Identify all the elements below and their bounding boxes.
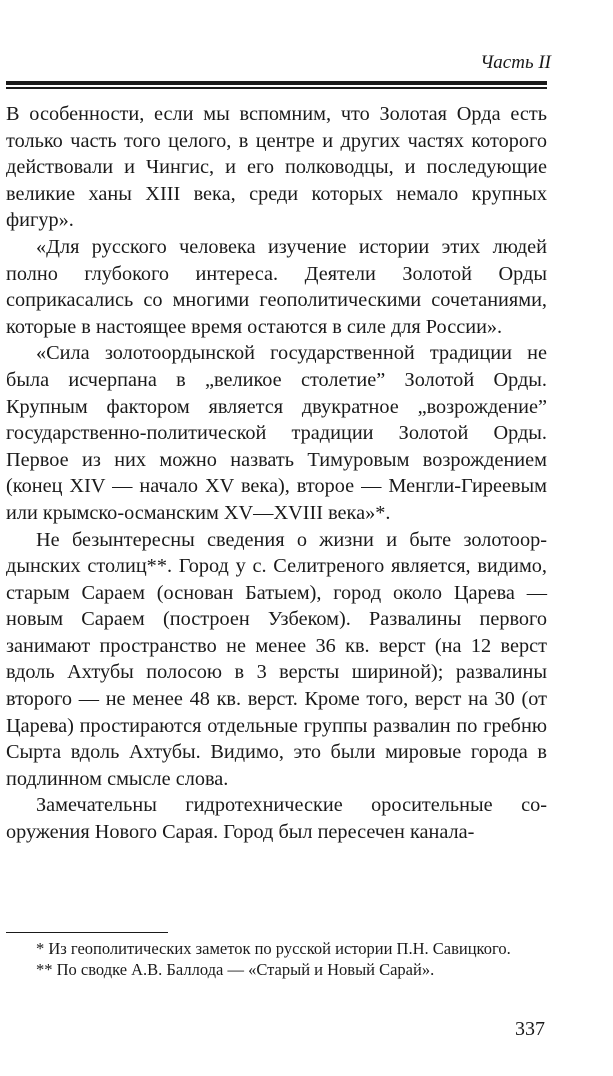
paragraph: «Для русского человека изучение истории этих людей полно глубокого интереса. Деятели Золотой Орды соприкасались со многими геополитическими сочетаниями, которые в настоящее время остаются в силе для России». (6, 235, 547, 338)
paragraph: «Сила золотоордынской государственной традиции не была исчерпана в „великое столетие” Золотой Орды. Крупным фактором является двукратное „возрождение” государственно-политической традиции Золотой Орды. Первое из них можно назвать Тимуровым возрождением (конец XIV — начало XV века), второе — Менгли-Гиреевым или крымско-османским XV—XVIII века»*. (6, 342, 547, 524)
paragraph: Не безынтересны сведения о жизни и быте золотоордынских столиц**. Город у с. Селитреного является, видимо, старым Сараем (основан Батыем), город около Царева — новым Сараем (построен Узбеком). Развалины первого занимают пространство не менее 36 кв. верст (на 12 верст вдоль Ахтубы полосою в 3 версты шириной); развалины второго — не менее 48 кв. верст. Кроме того, верст на 30 (от Царева) простираются отдельные группы развалин по гребню Сырта вдоль Ахтубы. Видимо, это были мировые города в подлинном смысле слова. (6, 528, 547, 790)
body-text (6, 101, 547, 846)
header-rule-thick (6, 81, 547, 85)
footnote: ** По сводке А.В. Баллода — «Старый и Новый Сарай». (36, 960, 435, 979)
footnote: * Из геополитических заметок по русской истории П.Н. Савицкого. (36, 939, 511, 958)
header-rule-thin (6, 87, 547, 89)
paragraph: Замечательны гидротехнические оросительные сооружения Нового Сарая. Город был пересечен канала- (6, 794, 547, 844)
paragraph: В особенности, если мы вспомним, что Золотая Орда есть только часть того целого, в центре и других частях которого действовали и Чингис, и его полководцы, и последующие великие ханы XIII века, среди которых немало крупных фигур». (6, 103, 547, 232)
footnote-separator (6, 932, 168, 933)
page-number: 337 (515, 1018, 545, 1040)
running-head: Часть II (480, 52, 551, 73)
footnotes (6, 938, 547, 980)
